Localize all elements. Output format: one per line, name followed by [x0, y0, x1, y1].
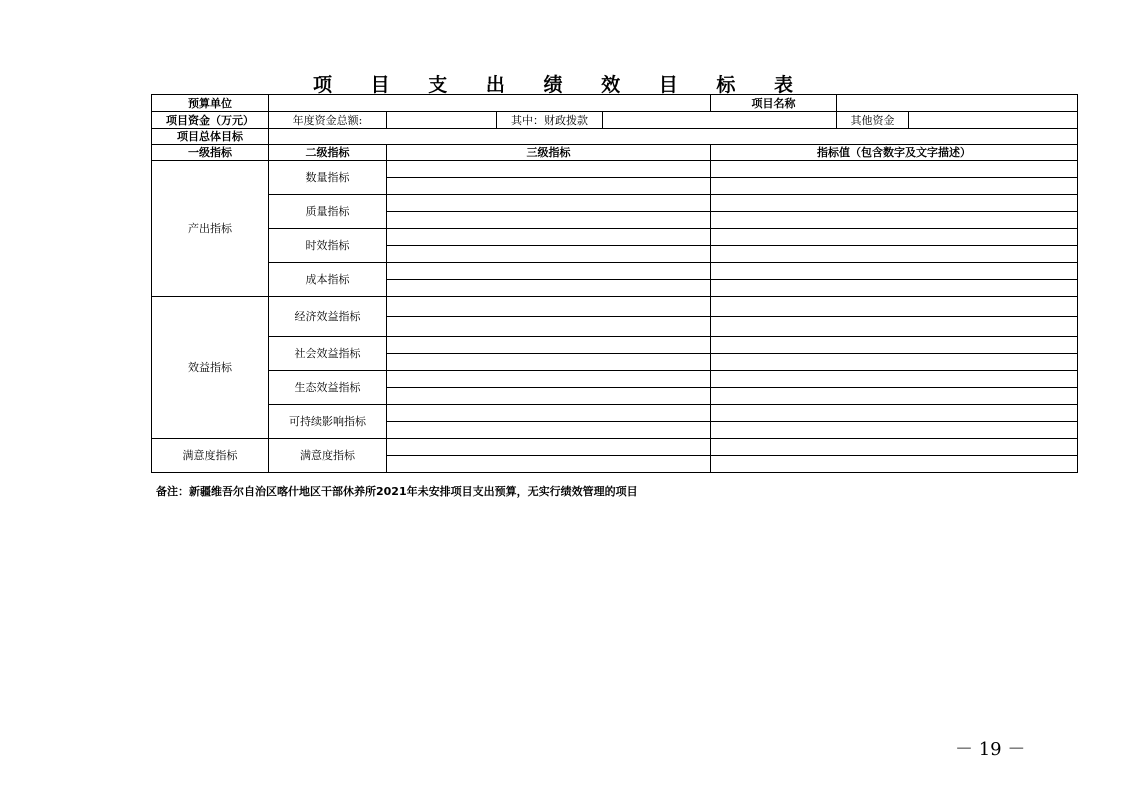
fiscal-allocation-label: 其中：财政拨款	[497, 112, 603, 129]
fiscal-allocation-value	[603, 112, 837, 129]
page-number: － 19 －	[955, 739, 1026, 760]
value-cell	[711, 388, 1078, 405]
level2-cell: 时效指标	[269, 229, 387, 263]
value-cell	[711, 317, 1078, 337]
value-cell	[711, 229, 1078, 246]
footnote: 备注：新疆维吾尔自治区喀什地区干部休养所2021年未安排项目支出预算，无实行绩效管理的项目	[156, 485, 638, 498]
level3-cell	[387, 280, 711, 297]
level3-cell	[387, 456, 711, 473]
table-row	[152, 229, 1078, 246]
level2-cell: 可持续影响指标	[269, 405, 387, 439]
performance-goal-table	[151, 94, 1078, 473]
budget-unit-row	[152, 95, 1078, 112]
level3-cell	[387, 297, 711, 317]
value-cell	[711, 246, 1078, 263]
level3-cell	[387, 405, 711, 422]
value-cell	[711, 371, 1078, 388]
value-cell	[711, 195, 1078, 212]
annual-total-value	[387, 112, 497, 129]
value-cell	[711, 422, 1078, 439]
other-funds-label: 其他资金	[837, 112, 909, 129]
level3-cell	[387, 371, 711, 388]
level3-cell	[387, 229, 711, 246]
level2-cell: 经济效益指标	[269, 297, 387, 337]
table-title: 项 目 支 出 绩 效 目 标 表	[313, 74, 809, 96]
col-level3-header: 三级指标	[387, 145, 711, 161]
col-value-header: 指标值（包含数字及文字描述）	[711, 145, 1078, 161]
annual-total-label: 年度资金总额:	[269, 112, 387, 129]
value-cell	[711, 456, 1078, 473]
value-cell	[711, 439, 1078, 456]
level2-cell: 生态效益指标	[269, 371, 387, 405]
level3-cell	[387, 195, 711, 212]
value-cell	[711, 263, 1078, 280]
value-cell	[711, 280, 1078, 297]
project-funds-row	[152, 112, 1078, 129]
project-name-label: 项目名称	[711, 95, 837, 112]
level1-cell: 效益指标	[152, 297, 269, 439]
value-cell	[711, 337, 1078, 354]
table-row	[152, 195, 1078, 212]
level3-cell	[387, 422, 711, 439]
overall-goal-row	[152, 129, 1078, 145]
level2-cell: 满意度指标	[269, 439, 387, 473]
table-row	[152, 371, 1078, 388]
level2-cell: 社会效益指标	[269, 337, 387, 371]
table-row	[152, 405, 1078, 422]
level2-cell: 质量指标	[269, 195, 387, 229]
table-row	[152, 439, 1078, 456]
value-cell	[711, 354, 1078, 371]
level3-cell	[387, 212, 711, 229]
value-cell	[711, 212, 1078, 229]
level3-cell	[387, 246, 711, 263]
value-cell	[711, 405, 1078, 422]
project-name-value	[837, 95, 1078, 112]
level2-cell: 数量指标	[269, 161, 387, 195]
level3-cell	[387, 337, 711, 354]
level3-cell	[387, 354, 711, 371]
level3-cell	[387, 263, 711, 280]
budget-unit-label: 预算单位	[152, 95, 269, 112]
level3-cell	[387, 178, 711, 195]
overall-goal-value	[269, 129, 1078, 145]
column-header-row	[152, 145, 1078, 161]
col-level2-header: 二级指标	[269, 145, 387, 161]
level3-cell	[387, 317, 711, 337]
budget-unit-value	[269, 95, 711, 112]
value-cell	[711, 297, 1078, 317]
level3-cell	[387, 388, 711, 405]
level1-cell: 产出指标	[152, 161, 269, 297]
table-row	[152, 297, 1078, 317]
col-level1-header: 一级指标	[152, 145, 269, 161]
table-row	[152, 337, 1078, 354]
level3-cell	[387, 439, 711, 456]
table-row	[152, 263, 1078, 280]
table-row	[152, 161, 1078, 178]
project-funds-label: 项目资金（万元）	[152, 112, 269, 129]
level3-cell	[387, 161, 711, 178]
level2-cell: 成本指标	[269, 263, 387, 297]
overall-goal-label: 项目总体目标	[152, 129, 269, 145]
value-cell	[711, 178, 1078, 195]
value-cell	[711, 161, 1078, 178]
level1-cell: 满意度指标	[152, 439, 269, 473]
other-funds-value	[909, 112, 1078, 129]
